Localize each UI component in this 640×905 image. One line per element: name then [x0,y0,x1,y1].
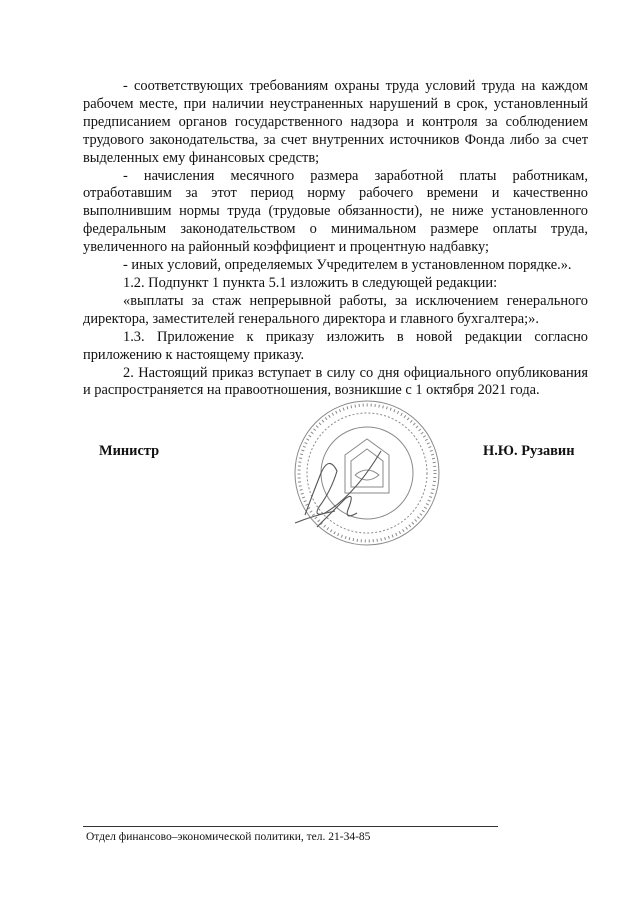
paragraph-other-conditions: - иных условий, определяемых Учредителем в установленном порядке.». [123,257,572,274]
signatory-title: Министр [99,443,160,459]
footer-contact: Отдел финансово–экономической политики, тел. 21-34-85 [86,831,371,843]
official-seal-stamp [285,395,445,555]
paragraph-clause-2: 2. Настоящий приказ вступает в силу со дня официального опубликования и распространяется на правоотношения, возникшие с 1 октября 2021 года. [83,364,588,399]
paragraph-clause-1-3: 1.3. Приложение к приказу изложить в новой редакции согласно приложению к настоящему приказу. [83,328,588,363]
footer-divider [83,826,498,827]
paragraph-seniority-payments: «выплаты за стаж непрерывной работы, за исключением генерального директора, заместителей генерального директора и главного бухгалтера;». [83,292,588,327]
document-body [83,78,588,400]
paragraph-labor-safety: - соответствующих требованиям охраны труда условий труда на каждом рабочем месте, при наличии неустраненных нарушений в срок, установленный предписанием органов государственного надзора и контроля за соблюдением трудового законодательства, за счет внутренних источников Фонда либо за счет выделенных ему финансовых средств; [83,78,588,166]
paragraph-salary: - начисления месячного размера заработной платы работникам, отработавшим за этот период норму рабочего времени и качественно выполнившим нормы труда (трудовые обязанности), не ниже установленного федеральным законодательством о минимальном размере оплаты труда, увеличенного на районный коэффициент и процентную надбавку; [83,167,588,256]
paragraph-clause-1-2: 1.2. Подпункт 1 пункта 5.1 изложить в следующей редакции: [123,274,498,291]
signatory-name: Н.Ю. Рузавин [483,443,575,459]
signature-block [0,436,640,466]
